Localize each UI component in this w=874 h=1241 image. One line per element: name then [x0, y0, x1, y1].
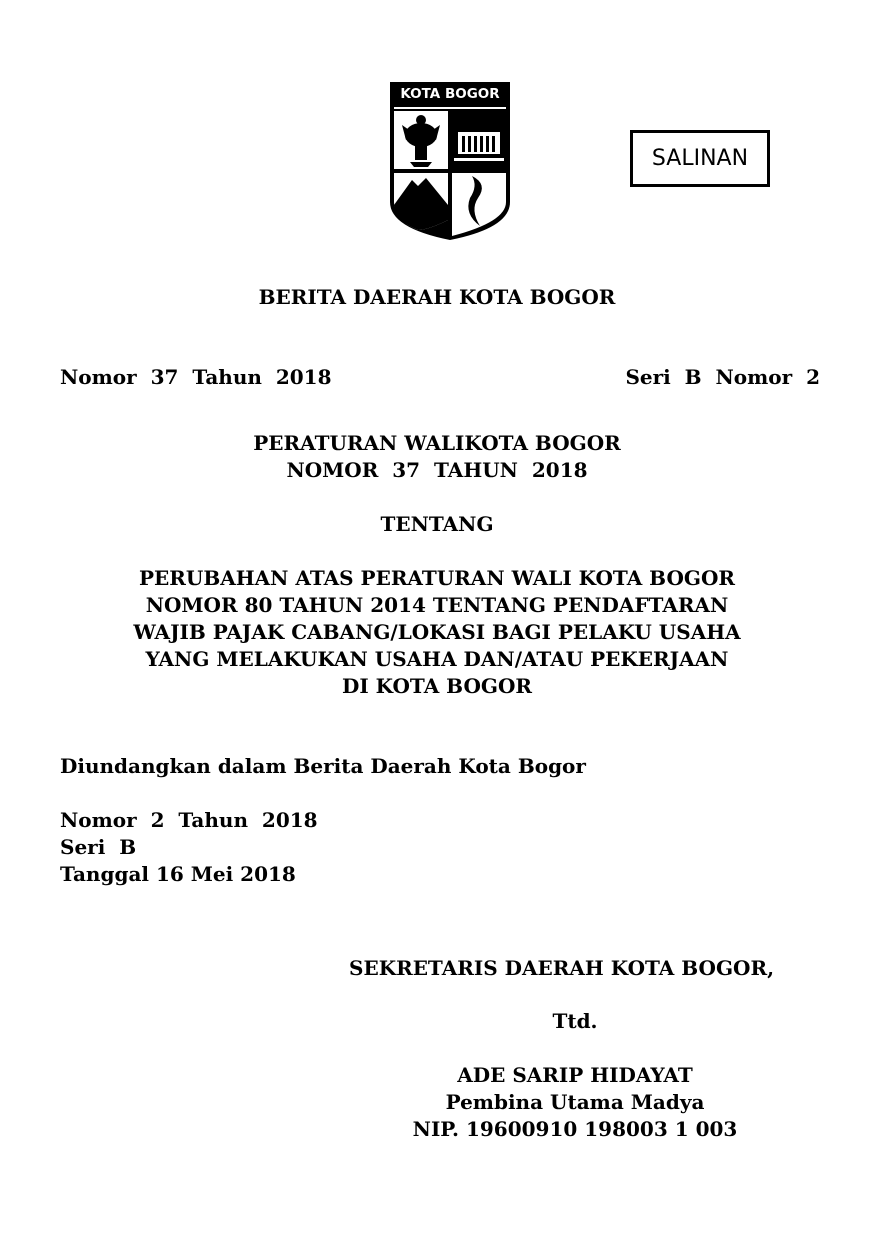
signatory-rank: Pembina Utama Madya [445, 1090, 705, 1114]
promulgation-series: Seri B [60, 835, 137, 859]
signed-mark: Ttd. [552, 1009, 598, 1033]
signatory-office: SEKRETARIS DAERAH KOTA BOGOR, [349, 956, 775, 980]
signatory-nip: NIP. 19600910 198003 1 003 [412, 1117, 738, 1141]
salinan-text: SALINAN [651, 146, 749, 171]
promulgation-date: Tanggal 16 Mei 2018 [60, 862, 296, 886]
regulation-subject-line: NOMOR 80 TAHUN 2014 TENTANG PENDAFTARAN [145, 593, 729, 617]
gazette-number: Nomor 37 Tahun 2018 [60, 365, 332, 389]
signatory-name: ADE SARIP HIDAYAT [457, 1063, 693, 1087]
regulation-number: NOMOR 37 TAHUN 2018 [286, 458, 588, 482]
regulation-about-label: TENTANG [380, 512, 494, 536]
regulation-subject-line: DI KOTA BOGOR [341, 674, 533, 698]
regulation-title: PERATURAN WALIKOTA BOGOR [253, 431, 621, 455]
promulgation-intro: Diundangkan dalam Berita Daerah Kota Bogor [60, 754, 586, 778]
kota-bogor-emblem [388, 80, 512, 242]
emblem-shield-icon [388, 80, 512, 242]
promulgation-number: Nomor 2 Tahun 2018 [60, 808, 318, 832]
salinan-stamp [630, 130, 770, 187]
series-number: Seri B Nomor 2 [625, 365, 820, 389]
emblem-label: KOTA BOGOR [400, 86, 500, 102]
regulation-subject-line: PERUBAHAN ATAS PERATURAN WALI KOTA BOGOR [138, 566, 736, 590]
document-title: BERITA DAERAH KOTA BOGOR [258, 285, 616, 309]
regulation-subject-line: WAJIB PAJAK CABANG/LOKASI BAGI PELAKU USAHA [133, 620, 741, 644]
regulation-subject-line: YANG MELAKUKAN USAHA DAN/ATAU PEKERJAAN [145, 647, 729, 671]
